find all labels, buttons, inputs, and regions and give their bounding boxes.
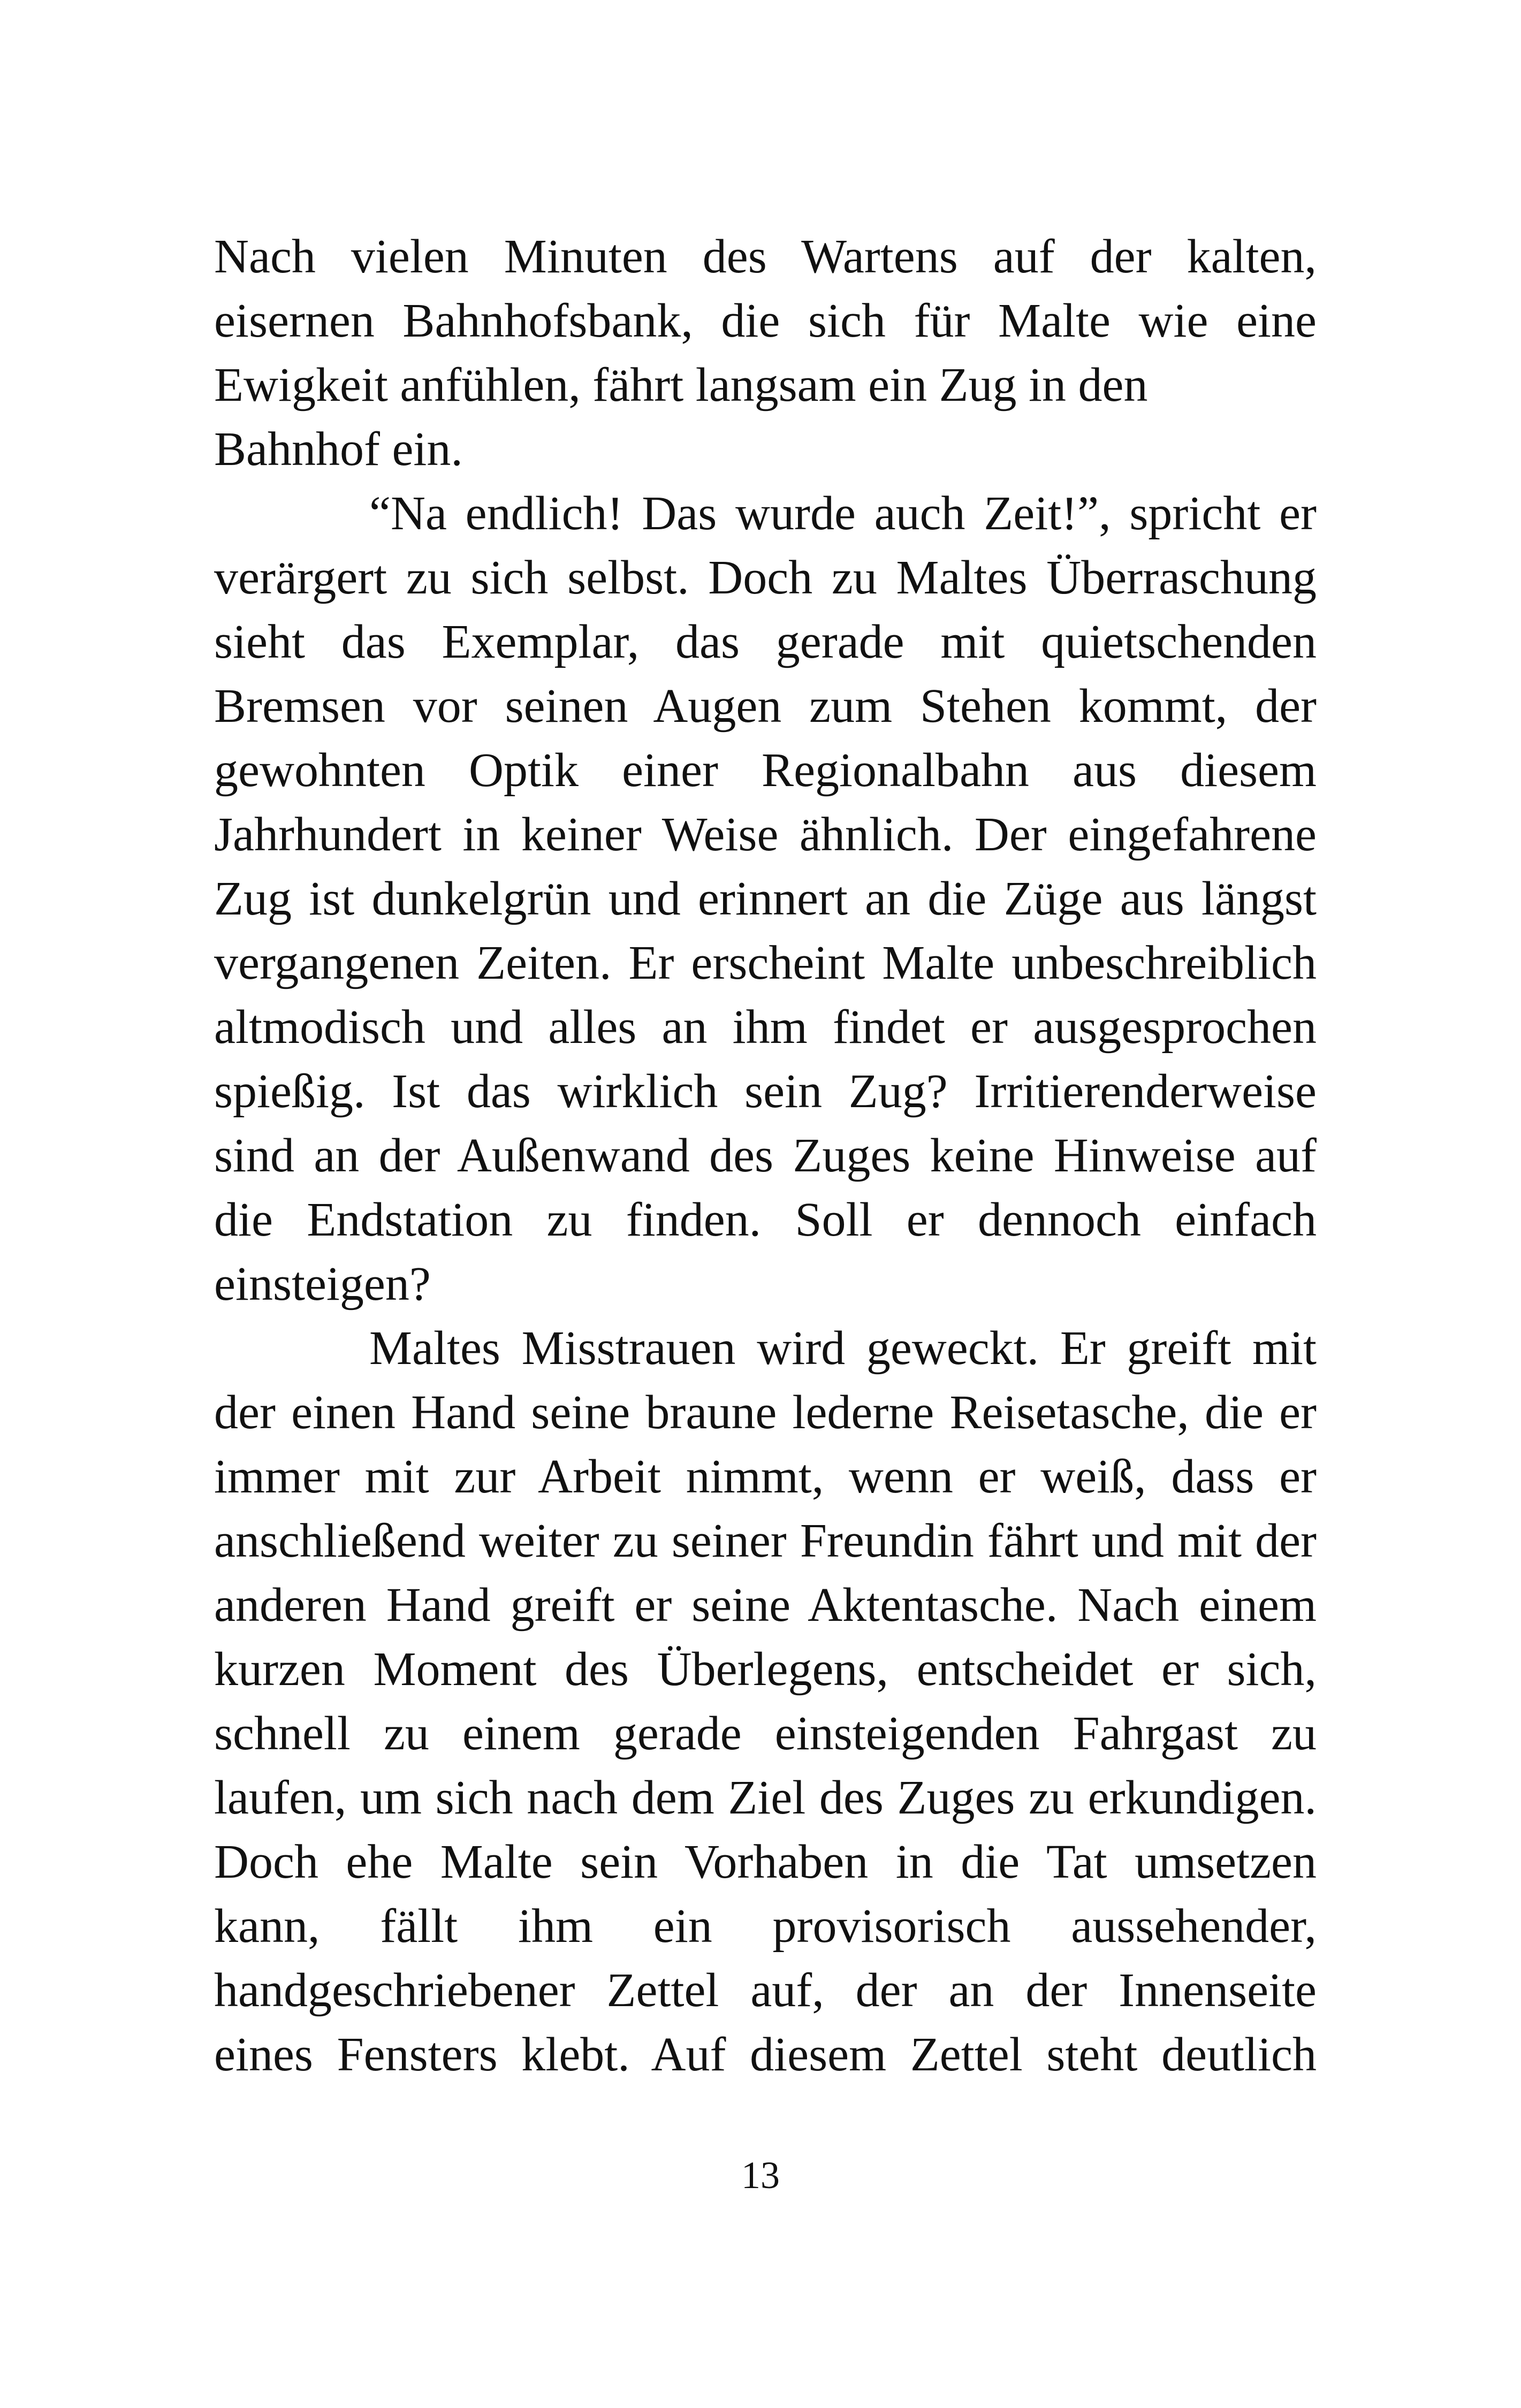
text-line: Zug ist dunkelgrün und erinnert an die Züge aus längst xyxy=(214,872,1317,925)
text-line: kann, fällt ihm ein provisorisch aussehender, xyxy=(214,1900,1317,1953)
text-line: Doch ehe Malte sein Vorhaben in die Tat umsetzen xyxy=(214,1835,1317,1888)
text-line: Nach vielen Minuten des Wartens auf der kalten, xyxy=(214,230,1317,283)
text-line: eines Fensters klebt. Auf diesem Zettel steht deutlich xyxy=(214,2028,1317,2081)
text-line: Bahnhof ein. xyxy=(214,423,463,476)
text-line: vergangenen Zeiten. Er erscheint Malte unbeschreiblich xyxy=(214,936,1317,989)
text-line: schnell zu einem gerade einsteigenden Fahrgast zu xyxy=(214,1707,1317,1760)
page-number: 13 xyxy=(741,2154,780,2197)
text-line: eisernen Bahnhofsbank, die sich für Malte wie eine xyxy=(214,294,1317,347)
text-line: Jahrhundert in keiner Weise ähnlich. Der eingefahrene xyxy=(214,808,1317,861)
text-line: Ewigkeit anfühlen, fährt langsam ein Zug in den xyxy=(214,359,1148,412)
text-line: spießig. Ist das wirklich sein Zug? Irritierenderweise xyxy=(214,1065,1317,1118)
text-line: anschließend weiter zu seiner Freundin fährt und mit der xyxy=(214,1514,1317,1567)
text-line: altmodisch und alles an ihm findet er ausgesprochen xyxy=(214,1001,1317,1054)
text-line: die Endstation zu finden. Soll er dennoch einfach xyxy=(214,1193,1317,1246)
text-line: handgeschriebener Zettel auf, der an der Innenseite xyxy=(214,1964,1317,2017)
body-text xyxy=(214,225,1317,2087)
text-line: immer mit zur Arbeit nimmt, wenn er weiß, dass er xyxy=(214,1450,1317,1503)
text-line: einsteigen? xyxy=(214,1258,431,1310)
text-line: verärgert zu sich selbst. Doch zu Maltes Überraschung xyxy=(214,551,1317,604)
text-line: anderen Hand greift er seine Aktentasche. Nach einem xyxy=(214,1579,1317,1632)
text-line: gewohnten Optik einer Regionalbahn aus diesem xyxy=(214,744,1317,797)
text-line: laufen, um sich nach dem Ziel des Zuges zu erkundigen. xyxy=(214,1771,1317,1824)
text-line: Bremsen vor seinen Augen zum Stehen kommt, der xyxy=(214,680,1317,733)
text-line: der einen Hand seine braune lederne Reisetasche, die er xyxy=(214,1386,1317,1439)
text-line: sind an der Außenwand des Zuges keine Hinweise auf xyxy=(214,1129,1317,1182)
text-line: “Na endlich! Das wurde auch Zeit!”, spricht er xyxy=(369,487,1317,540)
text-line: kurzen Moment des Überlegens, entscheidet er sich, xyxy=(214,1643,1317,1696)
text-line: sieht das Exemplar, das gerade mit quietschenden xyxy=(214,615,1317,668)
text-line: Maltes Misstrauen wird geweckt. Er greift mit xyxy=(369,1322,1317,1375)
